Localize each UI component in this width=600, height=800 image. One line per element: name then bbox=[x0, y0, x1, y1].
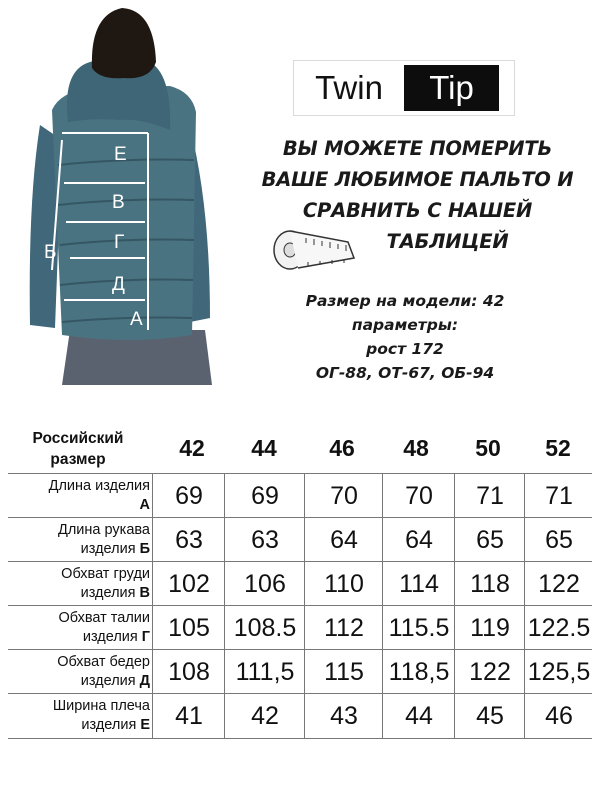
logo-word-tip: Tip bbox=[404, 65, 499, 111]
row-label-line1: Длина рукава bbox=[58, 522, 150, 538]
size-header: 52 bbox=[545, 435, 571, 461]
table-row bbox=[8, 605, 592, 650]
model-info bbox=[290, 289, 520, 385]
row-label-text: изделия bbox=[80, 585, 140, 601]
measure-label-v: В bbox=[112, 192, 125, 213]
size-table-header bbox=[0, 425, 600, 473]
row-label-text: изделия bbox=[81, 717, 141, 733]
table-cell: 111,5 bbox=[224, 650, 305, 694]
size-header: 42 bbox=[179, 435, 205, 461]
row-label-line2 bbox=[8, 584, 150, 603]
table-cell: 64 bbox=[304, 518, 383, 562]
row-label-text: изделия bbox=[82, 629, 142, 645]
row-label-letter: Д bbox=[139, 673, 150, 689]
brand-logo bbox=[293, 60, 515, 116]
measure-label-d: Д bbox=[112, 274, 125, 295]
row-label-line2 bbox=[8, 628, 150, 647]
measure-label-b: Б bbox=[44, 242, 57, 263]
table-cell: 63 bbox=[224, 518, 305, 562]
row-label-line2 bbox=[8, 672, 150, 691]
headline-line: СРАВНИТЬ С НАШЕЙ bbox=[302, 199, 533, 222]
row-label-line1: Длина изделия bbox=[48, 478, 150, 494]
table-cell: 105 bbox=[152, 606, 225, 650]
logo-word-twin: Twin bbox=[315, 69, 383, 106]
row-label bbox=[8, 474, 150, 518]
table-cell: 122 bbox=[524, 562, 593, 606]
jacket-body bbox=[52, 86, 196, 340]
row-label-text: изделия bbox=[80, 673, 140, 689]
row-label-letter: Г bbox=[141, 629, 150, 645]
product-photo bbox=[0, 0, 270, 385]
row-label-line1: Обхват груди bbox=[61, 566, 150, 582]
measure-label-e: Е bbox=[114, 144, 127, 165]
table-cell: 108 bbox=[152, 650, 225, 694]
header-label-line: Российский bbox=[32, 430, 124, 447]
size-header: 50 bbox=[475, 435, 501, 461]
row-label bbox=[8, 518, 150, 562]
table-cell: 112 bbox=[304, 606, 383, 650]
jacket-back-illustration bbox=[0, 0, 270, 385]
row-label-letter: В bbox=[139, 585, 150, 601]
table-cell: 108.5 bbox=[224, 606, 305, 650]
table-cell: 122 bbox=[454, 650, 525, 694]
model-info-line: ОГ-88, ОТ-67, ОБ-94 bbox=[315, 364, 495, 382]
measuring-tape-icon bbox=[268, 228, 360, 279]
model-info-line: рост 172 bbox=[366, 340, 444, 358]
table-cell: 118 bbox=[454, 562, 525, 606]
table-cell: 65 bbox=[524, 518, 593, 562]
table-cell: 125,5 bbox=[524, 650, 593, 694]
row-label bbox=[8, 562, 150, 606]
table-cell: 63 bbox=[152, 518, 225, 562]
row-label-line1: Обхват бедер bbox=[57, 654, 150, 670]
table-cell: 65 bbox=[454, 518, 525, 562]
row-label bbox=[8, 606, 150, 650]
table-cell: 115 bbox=[304, 650, 383, 694]
row-label bbox=[8, 650, 150, 694]
size-header: 46 bbox=[329, 435, 355, 461]
header-label-line: размер bbox=[50, 451, 106, 468]
table-row bbox=[8, 649, 592, 694]
measure-label-g: Г bbox=[114, 232, 125, 253]
table-cell: 70 bbox=[304, 474, 383, 518]
row-label-line1: Ширина плеча bbox=[52, 698, 150, 714]
table-cell: 102 bbox=[152, 562, 225, 606]
table-cell: 122.5 bbox=[524, 606, 593, 650]
headline-line: ТАБЛИЦЕЙ bbox=[386, 230, 509, 253]
size-header: 44 bbox=[251, 435, 277, 461]
headline-line: ВАШЕ ЛЮБИМОЕ ПАЛЬТО И bbox=[261, 168, 574, 191]
table-cell: 64 bbox=[382, 518, 455, 562]
table-cell: 69 bbox=[152, 474, 225, 518]
size-header: 48 bbox=[403, 435, 429, 461]
row-label-line2 bbox=[8, 496, 150, 515]
table-cell: 45 bbox=[454, 694, 525, 738]
table-cell: 69 bbox=[224, 474, 305, 518]
row-label-line2 bbox=[8, 716, 150, 735]
row-label-letter: Б bbox=[139, 541, 150, 557]
table-cell: 118,5 bbox=[382, 650, 455, 694]
row-label-letter: Е bbox=[140, 717, 150, 733]
hair bbox=[92, 8, 156, 78]
table-cell: 114 bbox=[382, 562, 455, 606]
headline-line: ВЫ МОЖЕТЕ ПОМЕРИТЬ bbox=[282, 137, 553, 160]
table-row bbox=[8, 473, 592, 518]
row-label-line1: Обхват талии bbox=[58, 610, 150, 626]
row-label-letter: А bbox=[139, 497, 150, 513]
table-cell: 106 bbox=[224, 562, 305, 606]
row-label bbox=[8, 694, 150, 738]
table-cell: 70 bbox=[382, 474, 455, 518]
row-label-text: изделия bbox=[80, 541, 140, 557]
table-cell: 71 bbox=[524, 474, 593, 518]
table-cell: 41 bbox=[152, 694, 225, 738]
model-info-line: Размер на модели: 42 bbox=[305, 292, 505, 310]
measure-label-a: А bbox=[130, 309, 143, 330]
table-cell: 42 bbox=[224, 694, 305, 738]
row-label-line2 bbox=[8, 540, 150, 559]
table-row bbox=[8, 561, 592, 606]
table-row bbox=[8, 517, 592, 562]
table-cell: 71 bbox=[454, 474, 525, 518]
model-info-line: параметры: bbox=[351, 316, 459, 334]
table-cell: 115.5 bbox=[382, 606, 455, 650]
table-row bbox=[8, 693, 592, 739]
header-label bbox=[8, 428, 148, 470]
table-cell: 46 bbox=[524, 694, 593, 738]
table-cell: 43 bbox=[304, 694, 383, 738]
table-cell: 110 bbox=[304, 562, 383, 606]
table-cell: 44 bbox=[382, 694, 455, 738]
table-cell: 119 bbox=[454, 606, 525, 650]
